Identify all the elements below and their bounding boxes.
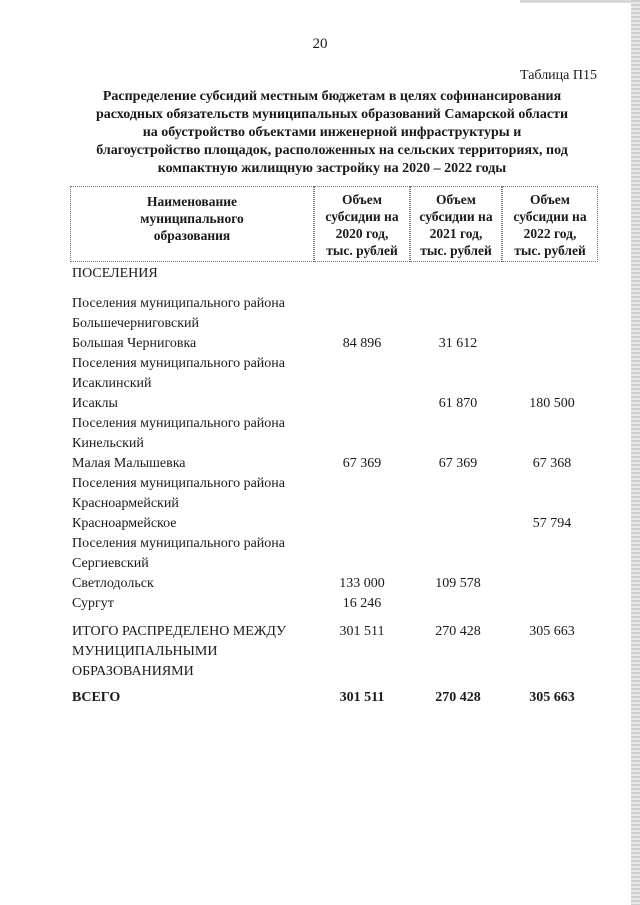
value-2020: 84 896: [342, 336, 382, 351]
row-name: Большая Черниговка: [72, 336, 197, 351]
title-line: компактную жилищную застройку на 2020 – 2022 годы: [157, 161, 507, 176]
value-2020: 301 511: [339, 690, 385, 705]
value-2021: 270 428: [435, 690, 481, 705]
row-name: Поселения муниципального района Красноармейский: [72, 476, 286, 511]
row-name: Поселения муниципального района Исаклинский: [72, 356, 286, 391]
title-line: расходных обязательств муниципальных образований Самарской области: [95, 107, 569, 122]
value-2021: 67 369: [438, 456, 478, 471]
row-name: Сургут: [72, 596, 114, 611]
row-name: ПОСЕЛЕНИЯ: [72, 266, 158, 281]
header-municipality: Наименование муниципального образования: [70, 186, 314, 262]
title-line: благоустройство площадок, расположенных на сельских территориях, под: [96, 143, 568, 158]
table-header: [70, 186, 598, 262]
row-name: ИТОГО РАСПРЕДЕЛЕНО МЕЖДУ МУНИЦИПАЛЬНЫМИ ОБРАЗОВАНИЯМИ: [72, 624, 286, 679]
row-name: Малая Малышевка: [72, 456, 186, 471]
value-2021: 109 578: [435, 576, 481, 591]
value-2021: 270 428: [435, 624, 481, 639]
value-2020: 67 369: [342, 456, 382, 471]
value-2022: 180 500: [529, 396, 575, 411]
page-number: 20: [312, 36, 328, 52]
header-2022: Объем субсидии на 2022 год, тыс. рублей: [502, 186, 598, 262]
value-2021: 61 870: [438, 396, 478, 411]
value-2022: 305 663: [529, 624, 575, 639]
row-name: Светлодольск: [72, 576, 154, 591]
value-2022: 57 794: [532, 516, 572, 531]
value-2020: 133 000: [339, 576, 385, 591]
table-label: Таблица П15: [520, 68, 597, 83]
value-2022: 67 368: [532, 456, 572, 471]
title-line: на обустройство объектами инженерной инфраструктуры и: [142, 125, 522, 140]
header-2021: Объем субсидии на 2021 год, тыс. рублей: [410, 186, 502, 262]
row-name: ВСЕГО: [72, 690, 121, 705]
row-name: Поселения муниципального района Сергиевский: [72, 536, 286, 571]
row-name: Поселения муниципального района Большечерниговский: [72, 296, 286, 331]
scan-edge-right: [631, 0, 640, 905]
value-2021: 31 612: [438, 336, 478, 351]
row-name: Красноармейское: [72, 516, 177, 531]
header-2020: Объем субсидии на 2020 год, тыс. рублей: [314, 186, 410, 262]
value-2022: 305 663: [529, 690, 575, 705]
value-2020: 301 511: [339, 624, 385, 639]
title-line: Распределение субсидий местным бюджетам в целях софинансирования: [102, 89, 562, 104]
value-2020: 16 246: [342, 596, 382, 611]
row-name: Поселения муниципального района Кинельский: [72, 416, 286, 451]
row-name: Исаклы: [72, 396, 118, 411]
scan-edge-top: [520, 0, 640, 3]
document-title: [72, 88, 592, 178]
